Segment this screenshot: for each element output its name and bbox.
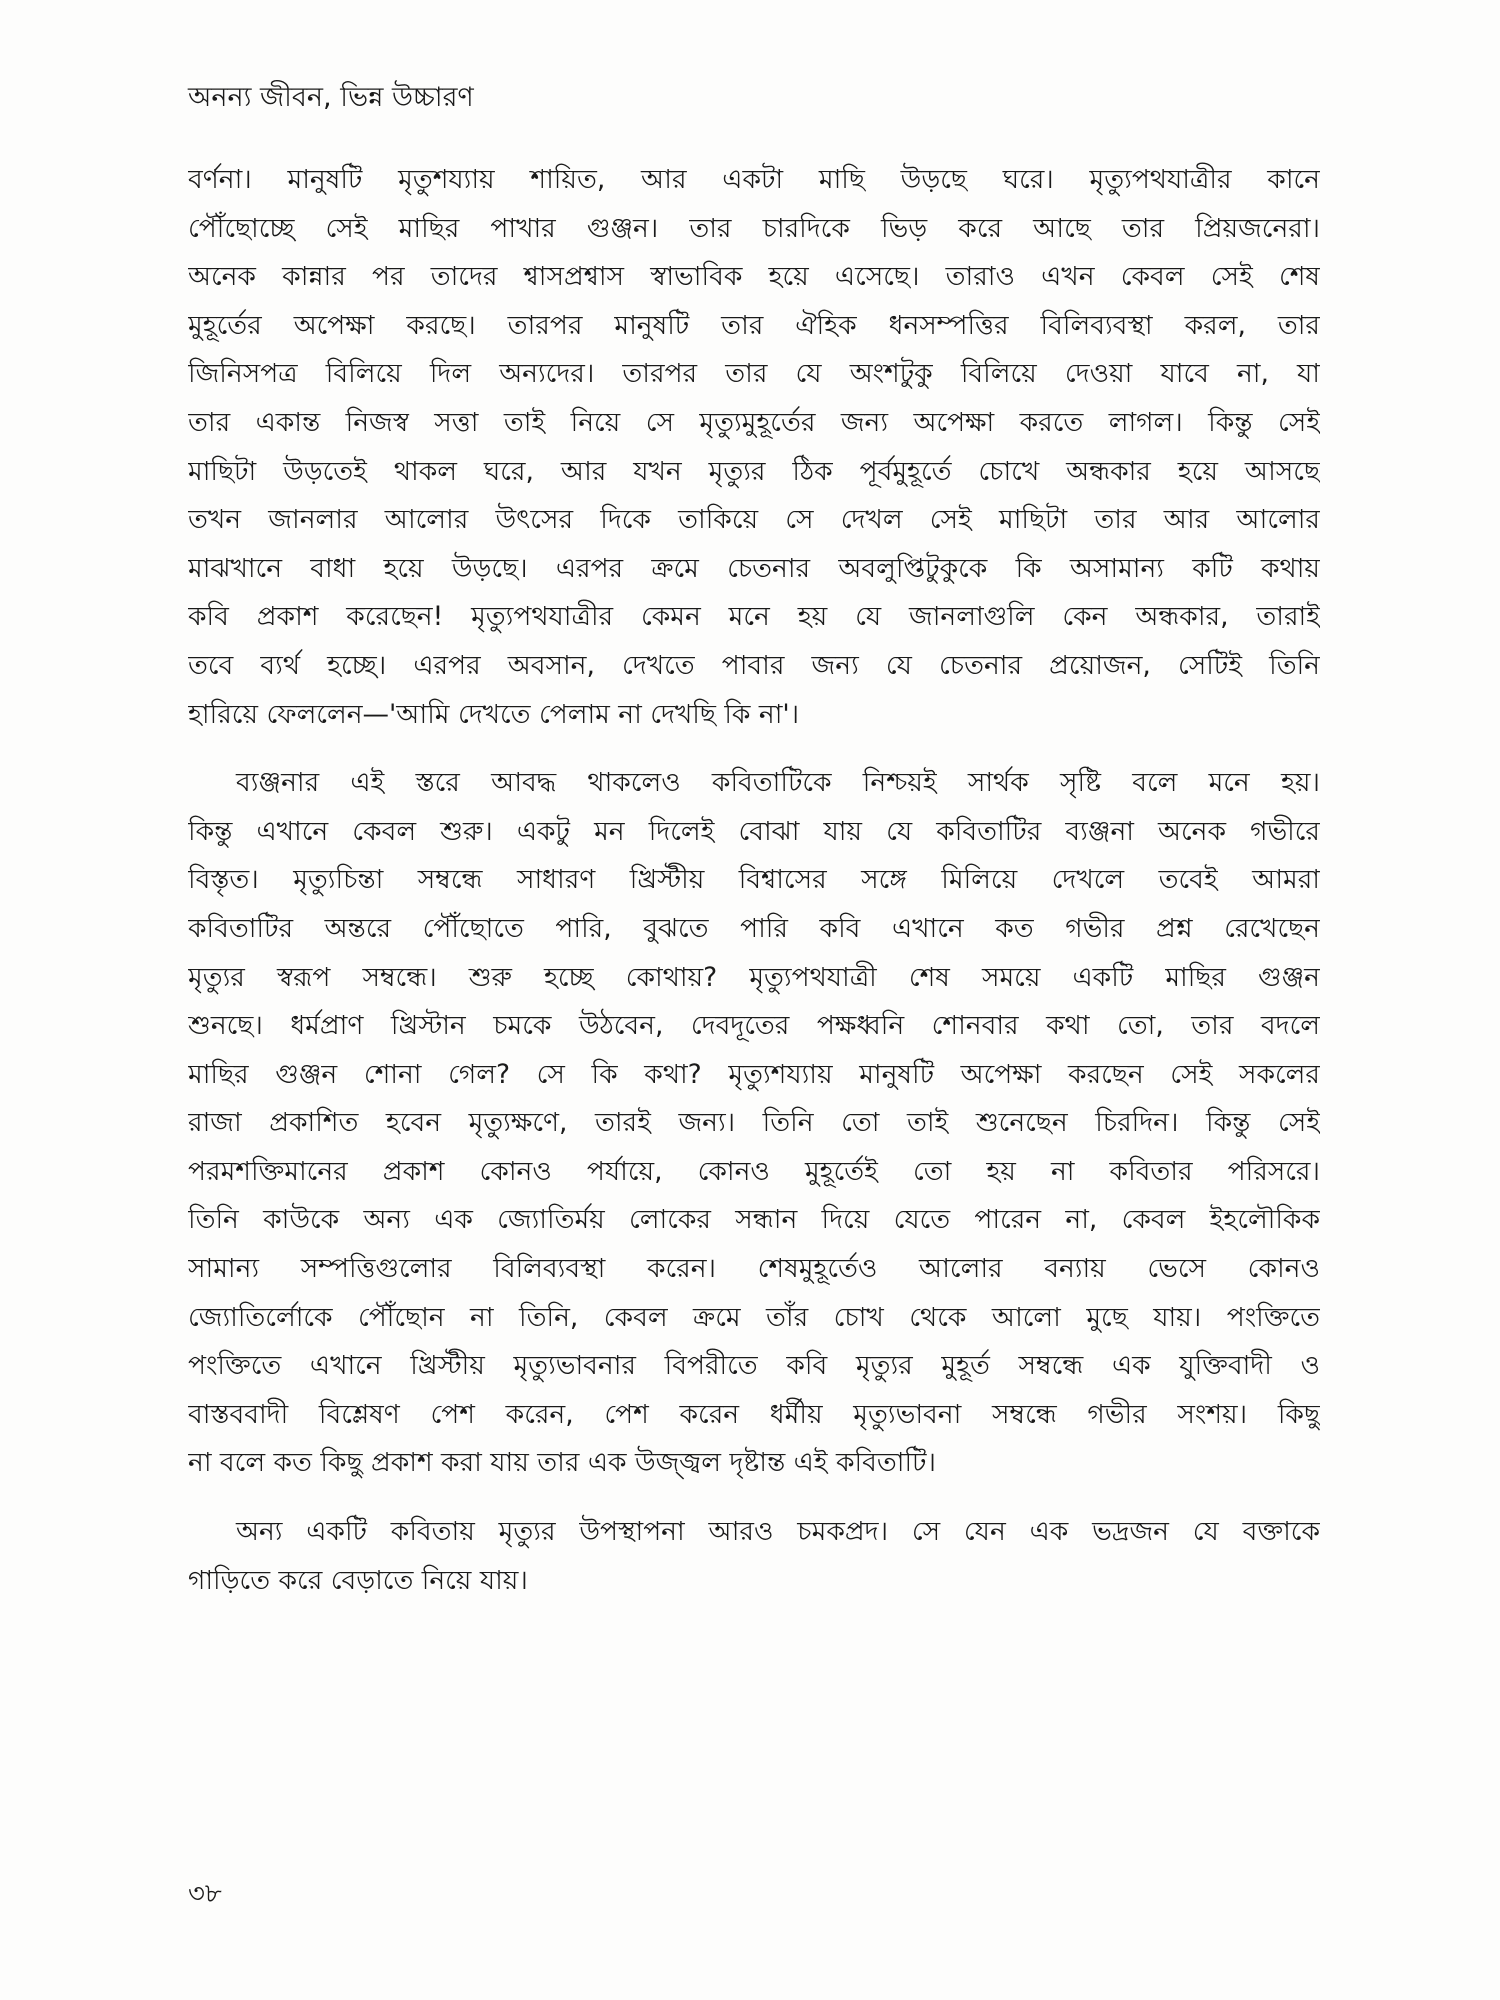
text-line: বর্ণনা। মানুষটি মৃতুশয্যায় শায়িত, আর একটা মাছি উড়ছে ঘরে। মৃত্যুপথযাত্রীর কানে <box>188 164 1320 195</box>
text-line: হারিয়ে ফেললেন—'আমি দেখতে পেলাম না দেখছি কি না'। <box>188 698 800 730</box>
page-number: ৩৮ <box>188 1879 222 1909</box>
text-line: বাস্তববাদী বিশ্লেষণ পেশ করেন, পেশ করেন ধর্মীয় মৃত্যুভাবনা সম্বন্ধে গভীর সংশয়। কিছু <box>188 1398 1320 1430</box>
text-line: কবিতাটির অন্তরে পৌঁছোতে পারি, বুঝতে পারি কবি এখানে কত গভীর প্রশ্ন রেখেছেন <box>188 912 1320 944</box>
text-line: অন্য একটি কবিতায় মৃত্যুর উপস্থাপনা আরও চমকপ্রদ। সে যেন এক ভদ্রজন যে বক্তাকে <box>236 1516 1320 1548</box>
text-line: অনেক কান্নার পর তাদের শ্বাসপ্রশ্বাস স্বাভাবিক হয়ে এসেছে। তারাও এখন কেবল সেই শেষ <box>188 261 1320 293</box>
text-line: তবে ব্যর্থ হচ্ছে। এরপর অবসান, দেখতে পাবার জন্য যে চেতনার প্রয়োজন, সেটিই তিনি <box>188 649 1320 681</box>
text-line: মৃত্যুর স্বরূপ সম্বন্ধে। শুরু হচ্ছে কোথায়? মৃত্যুপথযাত্রী শেষ সময়ে একটি মাছির গুঞ্জন <box>188 961 1320 993</box>
text-line: কিন্তু এখানে কেবল শুরু। একটু মন দিলেই বোঝা যায় যে কবিতাটির ব্যঞ্জনা অনেক গভীরে <box>188 815 1320 847</box>
text-line: সামান্য সম্পত্তিগুলোর বিলিব্যবস্থা করেন। শেষমুহূর্তেও আলোর বন্যায় ভেসে কোনও <box>188 1253 1320 1285</box>
text-line: বিস্তৃত। মৃত্যুচিন্তা সম্বন্ধে সাধারণ খ্রিস্টীয় বিশ্বাসের সঙ্গে মিলিয়ে দেখলে তবেই আমরা <box>188 864 1320 896</box>
text-line: মাঝখানে বাধা হয়ে উড়ছে। এরপর ক্রমে চেতনার অবলুপ্তিটুকুকে কি অসামান্য কটি কথায় <box>188 552 1320 584</box>
text-line: তার একান্ত নিজস্ব সত্তা তাই নিয়ে সে মৃত্যুমুহূর্তের জন্য অপেক্ষা করতে লাগল। কিন্তু সেই <box>188 406 1320 438</box>
text-line: মাছির গুঞ্জন শোনা গেল? সে কি কথা? মৃত্যুশয্যায় মানুষটি অপেক্ষা করছেন সেই সকলের <box>188 1058 1320 1090</box>
text-line: শুনছে। ধর্মপ্রাণ খ্রিস্টান চমকে উঠবেন, দেবদূতের পক্ষধ্বনি শোনবার কথা তো, তার বদলে <box>188 1010 1320 1042</box>
running-header: অনন্য জীবন, ভিন্ন উচ্চারণ <box>188 82 474 113</box>
text-line: মুহূর্তের অপেক্ষা করছে। তারপর মানুষটি তার ঐহিক ধনসম্পত্তির বিলিব্যবস্থা করল, তার <box>188 309 1320 341</box>
text-line: জিনিসপত্র বিলিয়ে দিল অন্যদের। তারপর তার যে অংশটুকু বিলিয়ে দেওয়া যাবে না, যা <box>188 358 1320 390</box>
paragraph-2 <box>188 759 1320 1488</box>
text-line: তখন জানলার আলোর উৎসের দিকে তাকিয়ে সে দেখল সেই মাছিটা তার আর আলোর <box>188 504 1320 536</box>
text-line: পৌঁছোচ্ছে সেই মাছির পাখার গুঞ্জন। তার চারদিকে ভিড় করে আছে তার প্রিয়জনেরা। <box>188 212 1320 244</box>
text-line: কবি প্রকাশ করেছেন! মৃত্যুপথযাত্রীর কেমন মনে হয় যে জানলাগুলি কেন অন্ধকার, তারাই <box>188 601 1320 633</box>
text-line: মাছিটা উড়তেই থাকল ঘরে, আর যখন মৃত্যুর ঠিক পূর্বমুহূর্তে চোখে অন্ধকার হয়ে আসছে <box>188 455 1320 487</box>
text-line: ব্যঞ্জনার এই স্তরে আবদ্ধ থাকলেও কবিতাটিকে নিশ্চয়ই সার্থক সৃষ্টি বলে মনে হয়। <box>236 767 1320 799</box>
body-text <box>188 156 1320 1605</box>
paragraph-3 <box>188 1508 1320 1605</box>
text-line: পরমশক্তিমানের প্রকাশ কোনও পর্যায়ে, কোনও মুহূর্তেই তো হয় না কবিতার পরিসরে। <box>188 1155 1320 1187</box>
text-line: পংক্তিতে এখানে খ্রিস্টীয় মৃত্যুভাবনার বিপরীতে কবি মৃত্যুর মুহূর্ত সম্বন্ধে এক যুক্তিবাদী ও <box>188 1350 1320 1382</box>
paragraph-1 <box>188 156 1320 739</box>
text-line: রাজা প্রকাশিত হবেন মৃত্যুক্ষণে, তারই জন্য। তিনি তো তাই শুনেছেন চিরদিন। কিন্তু সেই <box>188 1107 1320 1139</box>
text-line: জ্যোতির্লোকে পৌঁছোন না তিনি, কেবল ক্রমে তাঁর চোখ থেকে আলো মুছে যায়। পংক্তিতে <box>188 1301 1320 1333</box>
text-line: গাড়িতে করে বেড়াতে নিয়ে যায়। <box>188 1564 528 1596</box>
text-line: না বলে কত কিছু প্রকাশ করা যায় তার এক উজ্জ্বল দৃষ্টান্ত এই কবিতাটি। <box>188 1447 936 1479</box>
text-line: তিনি কাউকে অন্য এক জ্যোতির্ময় লোকের সন্ধান দিয়ে যেতে পারেন না, কেবল ইহলৌকিক <box>188 1204 1320 1236</box>
